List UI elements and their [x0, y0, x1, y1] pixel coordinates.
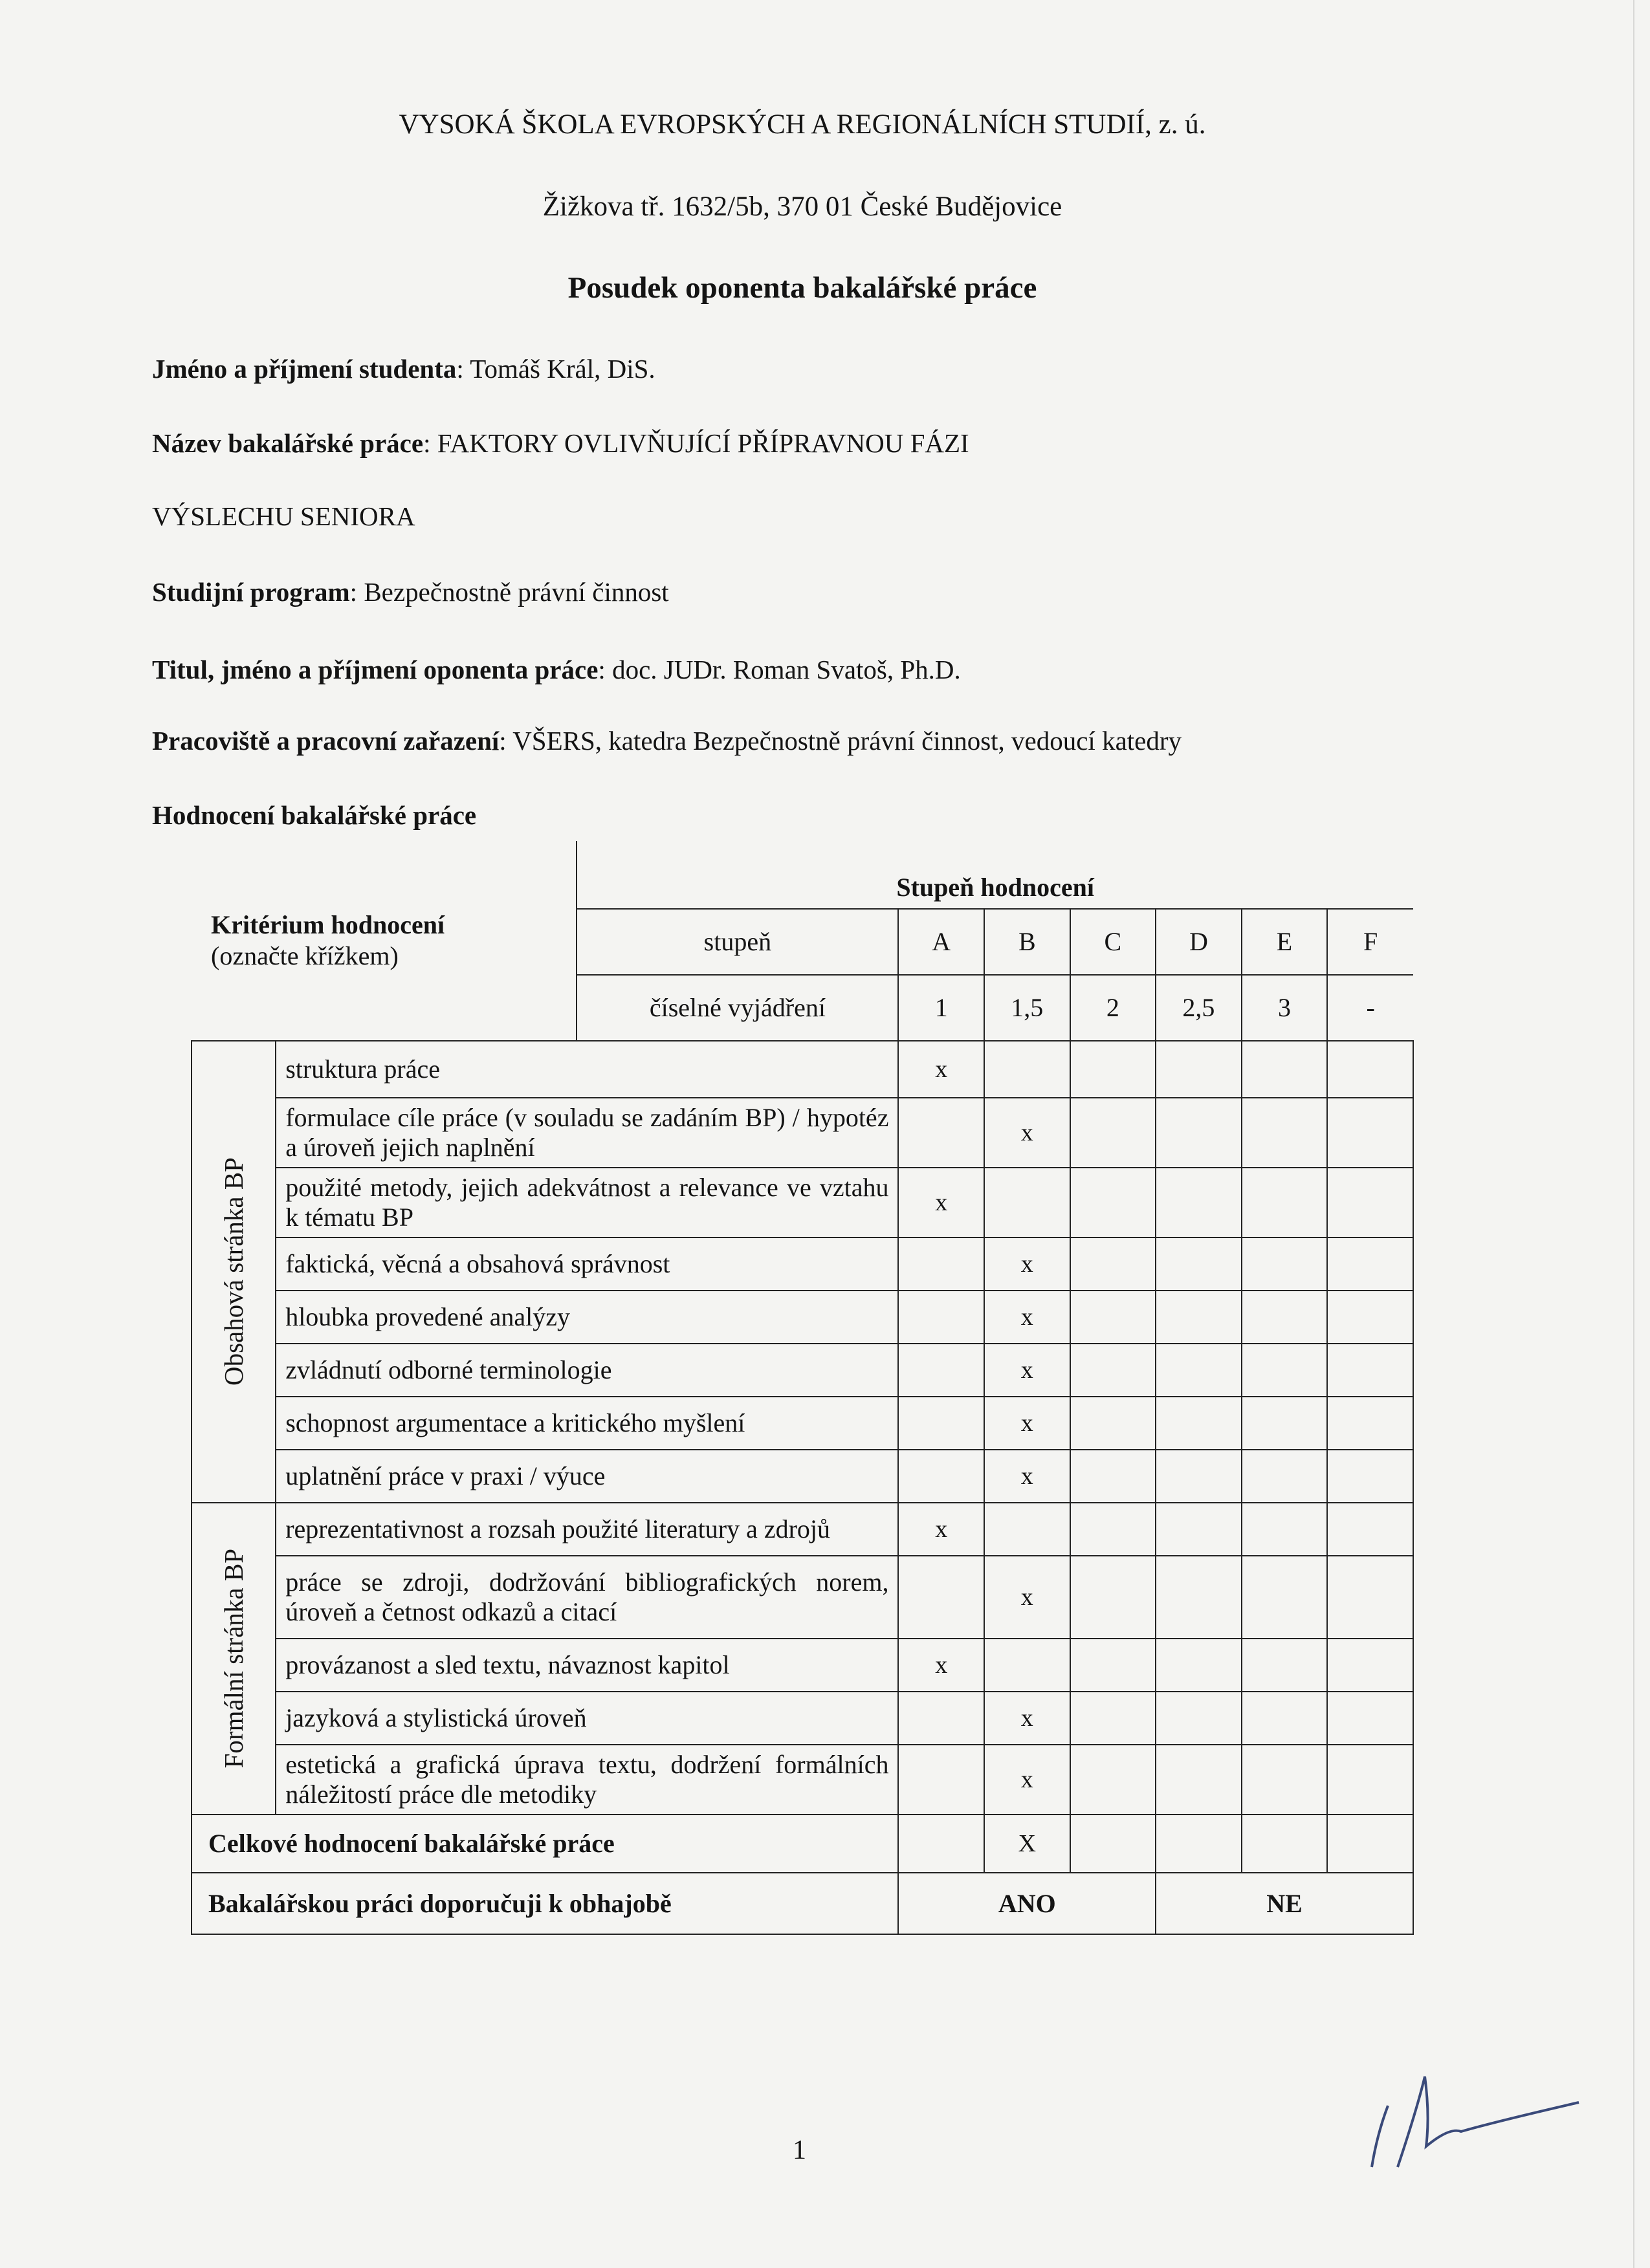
mark-cell-d[interactable]: [1156, 1344, 1242, 1397]
table-row: [192, 1692, 1413, 1745]
school-address: Žižkova tř. 1632/5b, 370 01 České Budějovice: [542, 191, 1062, 222]
mark-cell-c[interactable]: [1070, 1291, 1156, 1344]
overall-cell-e[interactable]: [1242, 1815, 1328, 1873]
recommend-row: [192, 1873, 1413, 1934]
mark-cell-c[interactable]: [1070, 1745, 1156, 1815]
mark-cell-e[interactable]: [1242, 1503, 1328, 1556]
mark-cell-d[interactable]: [1156, 1639, 1242, 1692]
page-number: 1: [793, 2135, 806, 2165]
numeric-d: 2,5: [1156, 975, 1242, 1041]
thesis-label: Název bakalářské práce: [152, 428, 424, 458]
mark-cell-a[interactable]: x: [898, 1041, 984, 1098]
mark-cell-e[interactable]: [1242, 1238, 1328, 1291]
mark-cell-d[interactable]: [1156, 1041, 1242, 1098]
mark-cell-a[interactable]: [898, 1098, 984, 1168]
mark-cell-a[interactable]: [898, 1450, 984, 1503]
criterion-label: formulace cíle práce (v souladu se zadáním BP) / hypotéz a úroveň jejich naplnění: [276, 1098, 898, 1168]
mark-cell-e[interactable]: [1242, 1745, 1328, 1815]
criterion-note: (označte křížkem): [211, 941, 399, 970]
criterion-label: uplatnění práce v praxi / výuce: [276, 1450, 898, 1503]
mark-cell-c[interactable]: [1070, 1344, 1156, 1397]
overall-cell-a[interactable]: [898, 1815, 984, 1873]
mark-cell-e[interactable]: [1242, 1041, 1328, 1098]
thesis-value: FAKTORY OVLIVŇUJÍCÍ PŘÍPRAVNOU FÁZI: [437, 428, 969, 458]
criterion-label: reprezentativnost a rozsah použité literatury a zdrojů: [276, 1503, 898, 1556]
grade-f: F: [1327, 909, 1413, 975]
school-name: VYSOKÁ ŠKOLA EVROPSKÝCH A REGIONÁLNÍCH STUDIÍ, z. ú.: [399, 109, 1206, 140]
program-label: Studijní program: [152, 577, 350, 607]
mark-cell-f[interactable]: [1327, 1450, 1413, 1503]
student-value: Tomáš Král, DiS.: [470, 354, 655, 384]
grade-e: E: [1242, 909, 1328, 975]
numeric-a: 1: [898, 975, 984, 1041]
program-line: Studijní program: Bezpečnostně právní činnost: [152, 577, 669, 607]
grade-a: A: [898, 909, 984, 975]
content-group: [192, 1041, 276, 1503]
workplace-label: Pracoviště a pracovní zařazení: [152, 726, 500, 756]
criterion-label: schopnost argumentace a kritického myšlení: [276, 1397, 898, 1450]
recommend-no[interactable]: NE: [1156, 1873, 1413, 1934]
mark-cell-f[interactable]: [1327, 1397, 1413, 1450]
mark-cell-a[interactable]: [898, 1745, 984, 1815]
page-edge: [1633, 0, 1634, 2268]
grade-c: C: [1070, 909, 1156, 975]
workplace-value: VŠERS, katedra Bezpečnostně právní činnost, vedoucí katedry: [512, 726, 1182, 756]
table-row: [192, 1745, 1413, 1815]
mark-cell-a[interactable]: [898, 1692, 984, 1745]
mark-cell-c[interactable]: [1070, 1639, 1156, 1692]
table-row: [192, 1450, 1413, 1503]
mark-cell-d[interactable]: [1156, 1397, 1242, 1450]
mark-cell-b[interactable]: x: [984, 1556, 1070, 1639]
mark-cell-c[interactable]: [1070, 1692, 1156, 1745]
overall-cell-f[interactable]: [1327, 1815, 1413, 1873]
criterion-label: použité metody, jejich adekvátnost a relevance ve vztahu k tématu BP: [276, 1168, 898, 1238]
mark-cell-f[interactable]: [1327, 1041, 1413, 1098]
mark-cell-b[interactable]: [984, 1168, 1070, 1238]
mark-cell-e[interactable]: [1242, 1291, 1328, 1344]
criterion-label: práce se zdroji, dodržování bibliografických norem, úroveň a četnost odkazů a citací: [276, 1556, 898, 1639]
opponent-value: doc. JUDr. Roman Svatoš, Ph.D.: [612, 655, 961, 684]
grade-b: B: [984, 909, 1070, 975]
mark-cell-e[interactable]: [1242, 1556, 1328, 1639]
overall-cell-c[interactable]: [1070, 1815, 1156, 1873]
mark-cell-c[interactable]: [1070, 1168, 1156, 1238]
mark-cell-a[interactable]: x: [898, 1639, 984, 1692]
table-row: [192, 1397, 1413, 1450]
criterion-header: Kritérium hodnocení: [211, 910, 445, 939]
table-row: [192, 1168, 1413, 1238]
mark-cell-c[interactable]: [1070, 1098, 1156, 1168]
overall-label: Celkové hodnocení bakalářské práce: [192, 1815, 898, 1873]
mark-cell-c[interactable]: [1070, 1450, 1156, 1503]
recommend-label: Bakalářskou práci doporučuji k obhajobě: [192, 1873, 898, 1934]
mark-cell-b[interactable]: x: [984, 1098, 1070, 1168]
mark-cell-d[interactable]: [1156, 1450, 1242, 1503]
thesis-line: Název bakalářské práce: FAKTORY OVLIVŇUJÍCÍ PŘÍPRAVNOU FÁZI: [152, 428, 969, 458]
signature-icon: [1359, 2064, 1605, 2174]
mark-cell-e[interactable]: [1242, 1639, 1328, 1692]
mark-cell-a[interactable]: [898, 1238, 984, 1291]
mark-cell-e[interactable]: [1242, 1098, 1328, 1168]
mark-cell-a[interactable]: [898, 1291, 984, 1344]
content-group-label: Obsahová stránka BP: [219, 1157, 249, 1386]
mark-cell-e[interactable]: [1242, 1397, 1328, 1450]
table-row: [192, 1041, 1413, 1098]
overall-cell-b[interactable]: X: [984, 1815, 1070, 1873]
mark-cell-a[interactable]: x: [898, 1168, 984, 1238]
mark-cell-e[interactable]: [1242, 1168, 1328, 1238]
mark-cell-f[interactable]: [1327, 1098, 1413, 1168]
mark-cell-d[interactable]: [1156, 1098, 1242, 1168]
mark-cell-d[interactable]: [1156, 1745, 1242, 1815]
criterion-label: struktura práce: [276, 1041, 898, 1098]
mark-cell-c[interactable]: [1070, 1041, 1156, 1098]
mark-cell-d[interactable]: [1156, 1503, 1242, 1556]
program-value: Bezpečnostně právní činnost: [364, 577, 669, 607]
mark-cell-f[interactable]: [1327, 1168, 1413, 1238]
numeric-row-label: číselné vyjádření: [577, 975, 898, 1041]
opponent-line: Titul, jméno a příjmení oponenta práce: doc. JUDr. Roman Svatoš, Ph.D.: [152, 655, 961, 684]
opponent-label: Titul, jméno a příjmení oponenta práce: [152, 655, 599, 684]
criterion-label: jazyková a stylistická úroveň: [276, 1692, 898, 1745]
mark-cell-f[interactable]: [1327, 1745, 1413, 1815]
criterion-header-cell: [192, 841, 577, 1041]
formal-group: [192, 1503, 276, 1815]
mark-cell-b[interactable]: [984, 1503, 1070, 1556]
mark-cell-d[interactable]: [1156, 1238, 1242, 1291]
mark-cell-b[interactable]: x: [984, 1450, 1070, 1503]
mark-cell-f[interactable]: [1327, 1503, 1413, 1556]
mark-cell-b[interactable]: x: [984, 1291, 1070, 1344]
document-title: Posudek oponenta bakalářské práce: [567, 271, 1037, 305]
mark-cell-d[interactable]: [1156, 1291, 1242, 1344]
grade-d: D: [1156, 909, 1242, 975]
numeric-c: 2: [1070, 975, 1156, 1041]
mark-cell-f[interactable]: [1327, 1556, 1413, 1639]
table-row: [192, 1098, 1413, 1168]
grade-header: Stupeň hodnocení: [577, 841, 1413, 909]
criterion-label: provázanost a sled textu, návaznost kapitol: [276, 1639, 898, 1692]
thesis-value-line2: VÝSLECHU SENIORA: [152, 501, 415, 531]
mark-cell-f[interactable]: [1327, 1639, 1413, 1692]
recommend-yes[interactable]: ANO: [898, 1873, 1156, 1934]
formal-group-label: Formální stránka BP: [219, 1549, 249, 1769]
mark-cell-b[interactable]: x: [984, 1745, 1070, 1815]
mark-cell-b[interactable]: [984, 1639, 1070, 1692]
criterion-label: estetická a grafická úprava textu, dodržení formálních náležitostí práce dle metodiky: [276, 1745, 898, 1815]
mark-cell-f[interactable]: [1327, 1238, 1413, 1291]
mark-cell-b[interactable]: x: [984, 1692, 1070, 1745]
grade-row-label: stupeň: [577, 909, 898, 975]
criterion-label: faktická, věcná a obsahová správnost: [276, 1238, 898, 1291]
criterion-label: zvládnutí odborné terminologie: [276, 1344, 898, 1397]
mark-cell-a[interactable]: [898, 1556, 984, 1639]
student-label: Jméno a příjmení studenta: [152, 354, 457, 384]
table-row: [192, 1291, 1413, 1344]
mark-cell-a[interactable]: [898, 1344, 984, 1397]
evaluation-table: [191, 841, 1414, 1935]
numeric-f: -: [1327, 975, 1413, 1041]
mark-cell-d[interactable]: [1156, 1692, 1242, 1745]
mark-cell-c[interactable]: [1070, 1556, 1156, 1639]
table-row: [192, 1344, 1413, 1397]
criterion-label: hloubka provedené analýzy: [276, 1291, 898, 1344]
mark-cell-a[interactable]: x: [898, 1503, 984, 1556]
mark-cell-f[interactable]: [1327, 1344, 1413, 1397]
mark-cell-f[interactable]: [1327, 1692, 1413, 1745]
mark-cell-b[interactable]: [984, 1041, 1070, 1098]
table-row: [192, 1238, 1413, 1291]
mark-cell-d[interactable]: [1156, 1556, 1242, 1639]
overall-row: [192, 1815, 1413, 1873]
table-row: [192, 1556, 1413, 1639]
workplace-line: Pracoviště a pracovní zařazení: VŠERS, katedra Bezpečnostně právní činnost, vedoucí katedry: [152, 726, 1182, 756]
mark-cell-b[interactable]: x: [984, 1344, 1070, 1397]
mark-cell-e[interactable]: [1242, 1344, 1328, 1397]
mark-cell-c[interactable]: [1070, 1397, 1156, 1450]
overall-cell-d[interactable]: [1156, 1815, 1242, 1873]
numeric-b: 1,5: [984, 975, 1070, 1041]
student-line: Jméno a příjmení studenta: Tomáš Král, DiS.: [152, 354, 655, 384]
mark-cell-b[interactable]: x: [984, 1397, 1070, 1450]
table-row: [192, 1503, 1413, 1556]
numeric-e: 3: [1242, 975, 1328, 1041]
mark-cell-b[interactable]: x: [984, 1238, 1070, 1291]
mark-cell-f[interactable]: [1327, 1291, 1413, 1344]
mark-cell-e[interactable]: [1242, 1450, 1328, 1503]
table-row: [192, 1639, 1413, 1692]
mark-cell-a[interactable]: [898, 1397, 984, 1450]
section-heading: Hodnocení bakalářské práce: [152, 800, 477, 830]
mark-cell-e[interactable]: [1242, 1692, 1328, 1745]
mark-cell-c[interactable]: [1070, 1503, 1156, 1556]
mark-cell-c[interactable]: [1070, 1238, 1156, 1291]
mark-cell-d[interactable]: [1156, 1168, 1242, 1238]
